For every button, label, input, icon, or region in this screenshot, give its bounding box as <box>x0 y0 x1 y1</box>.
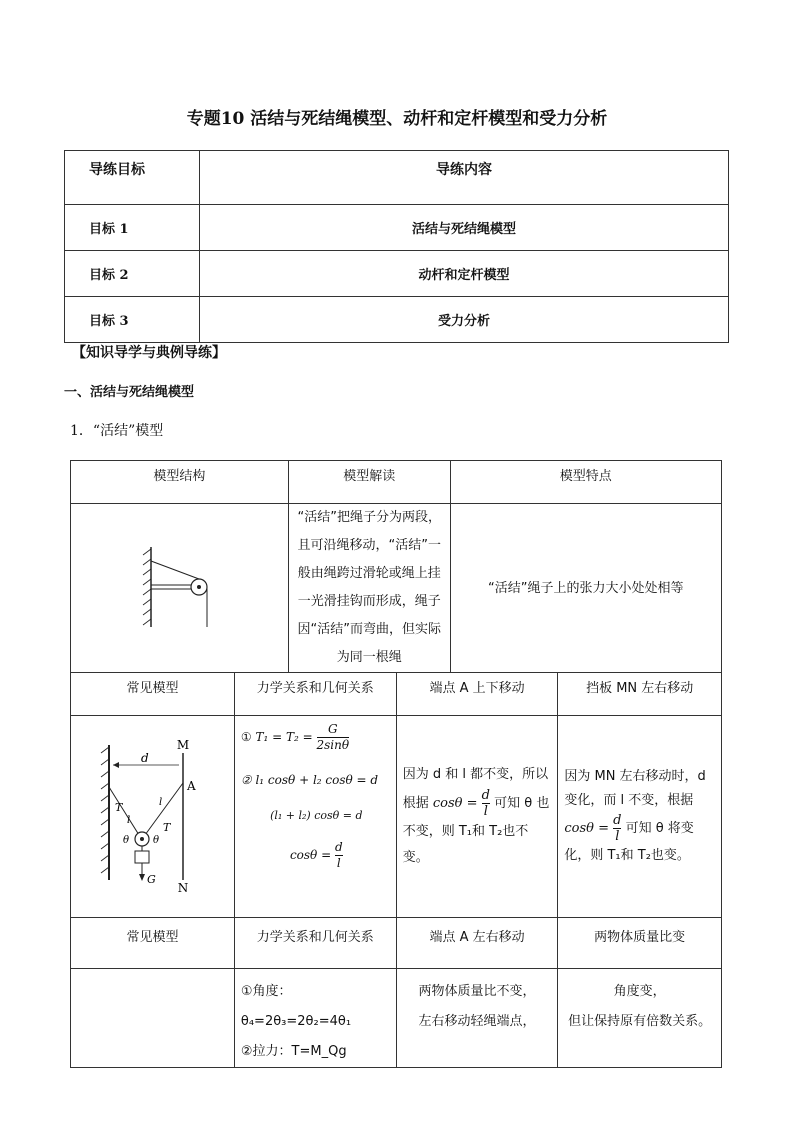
endpoint-cos-fraction <box>482 788 490 819</box>
eq1-den: 2sinθ <box>316 738 350 752</box>
empty-model-cell <box>71 969 235 1068</box>
board-cos-fraction <box>613 813 621 844</box>
label-G: G <box>147 872 157 886</box>
eq4-den: l <box>336 856 341 870</box>
row3-endpoint-line1: 两物体质量比不变， <box>418 984 536 999</box>
label-l1: l <box>127 814 131 826</box>
goal-label: 目标 2 <box>65 251 200 297</box>
goal-label: 目标 3 <box>65 297 200 343</box>
board-cos-lhs: cosθ = <box>564 821 609 836</box>
header-board-move: 挡板 MN 左右移动 <box>558 673 722 716</box>
eq-geometry-combined: (l₁ + l₂) cosθ = d <box>270 809 363 822</box>
endpoint-text-b: 可知 θ 也不变，则 T₁和 T₂也不变。 <box>402 796 550 865</box>
label-M: M <box>177 737 190 752</box>
table-row <box>65 297 729 343</box>
endpoint-text-a: 因为 d 和 l 都不变，所以根据 <box>402 767 549 811</box>
label-theta-right: θ <box>153 834 160 846</box>
eq1-prefix: ① <box>240 730 252 744</box>
row3-endpoint-cell <box>396 969 558 1068</box>
label-T2: T <box>115 800 123 814</box>
pulley-wall-diagram <box>139 541 219 631</box>
hook-diagram-cell <box>71 716 235 918</box>
eq1-lhs: T₁ = T₂ = <box>255 730 313 744</box>
table-row <box>65 251 729 297</box>
endpoint-cos-lhs: cosθ = <box>432 796 478 811</box>
label-l2: l <box>159 796 163 808</box>
goals-header-content: 导练内容 <box>200 151 729 205</box>
eq-geometry: ② l₁ cosθ + l₂ cosθ = d <box>240 773 379 787</box>
eq1-fraction <box>317 722 350 753</box>
label-N: N <box>178 880 189 895</box>
board-text-a: 因为 MN 左右移动时，d 变化，而 l 不变，根据 <box>564 769 706 808</box>
board-cos-num: d <box>613 813 622 828</box>
eq4-fraction <box>335 840 343 871</box>
row3-relation-angle: ①角度：θ₄=2θ₃=2θ₂=4θ₁ <box>240 984 352 1029</box>
hook-rope-diagram <box>87 735 217 895</box>
board-cos-den: l <box>613 828 621 844</box>
model-reading: “活结”把绳子分为两段，且可沿绳移动，“活结”一般由绳跨过滑轮或绳上挂一光滑挂钩而形成，绳子因“活结”而弯曲，但实际为同一根绳 <box>288 504 450 673</box>
row3-endpoint-line2: 左右移动轻绳端点， <box>418 1014 536 1029</box>
label-A: A <box>187 778 197 793</box>
header-common-model: 常见模型 <box>71 673 235 716</box>
pulley-diagram-cell <box>71 504 289 673</box>
relation-cell <box>234 716 396 918</box>
header-relation: 力学关系和几何关系 <box>234 673 396 716</box>
eq1-num: G <box>328 722 338 736</box>
eq4-lhs: cosθ = <box>289 848 332 862</box>
row3-mass-cell <box>558 969 722 1068</box>
knowledge-heading: 【知识导学与典例导练】 <box>72 345 226 361</box>
goals-table <box>64 150 729 343</box>
header-reading: 模型解读 <box>288 461 450 504</box>
subsection-heading: 1．“活结”模型 <box>70 423 164 439</box>
goal-label: 目标 1 <box>65 205 200 251</box>
row3-relation-cell <box>234 969 396 1068</box>
row3-mass-line2: 但让保持原有倍数关系。 <box>568 1014 712 1029</box>
header-mass-ratio: 两物体质量比变 <box>558 918 722 969</box>
header-endpoint-lr: 端点 A 左右移动 <box>396 918 558 969</box>
eq-cos <box>241 840 392 871</box>
goal-content: 动杆和定杆模型 <box>200 251 729 297</box>
board-move-cell <box>558 716 722 918</box>
header-feature: 模型特点 <box>450 461 721 504</box>
eq-tension <box>241 722 392 762</box>
goals-header-row <box>65 151 729 205</box>
eq4-num: d <box>334 840 343 854</box>
row3-relation-tension: ②拉力：T=M_Qg <box>240 1044 347 1059</box>
goal-content: 活结与死结绳模型 <box>200 205 729 251</box>
page-title: 专题10 活结与死结绳模型、动杆和定杆模型和受力分析 <box>186 109 608 129</box>
endpoint-move-cell <box>396 716 558 918</box>
header-common-model-2: 常见模型 <box>71 918 235 969</box>
label-d: d <box>141 750 150 765</box>
model-feature: “活结”绳子上的张力大小处处相等 <box>450 504 721 673</box>
label-T1: T <box>163 820 171 834</box>
table-row <box>65 205 729 251</box>
section-heading: 一、活结与死结绳模型 <box>64 385 195 400</box>
endpoint-cos-num: d <box>481 788 490 803</box>
header-structure: 模型结构 <box>71 461 289 504</box>
model-table <box>70 460 722 1068</box>
endpoint-cos-den: l <box>482 803 490 819</box>
label-theta-left: θ <box>123 834 130 846</box>
row3-mass-line1: 角度变， <box>613 984 666 999</box>
goals-header-goal: 导练目标 <box>65 151 200 205</box>
board-text-b: 可知 θ 将变化，则 T₁和 T₂也变。 <box>564 821 694 863</box>
header-endpoint-move: 端点 A 上下移动 <box>396 673 558 716</box>
header-relation-2: 力学关系和几何关系 <box>234 918 396 969</box>
goal-content: 受力分析 <box>200 297 729 343</box>
